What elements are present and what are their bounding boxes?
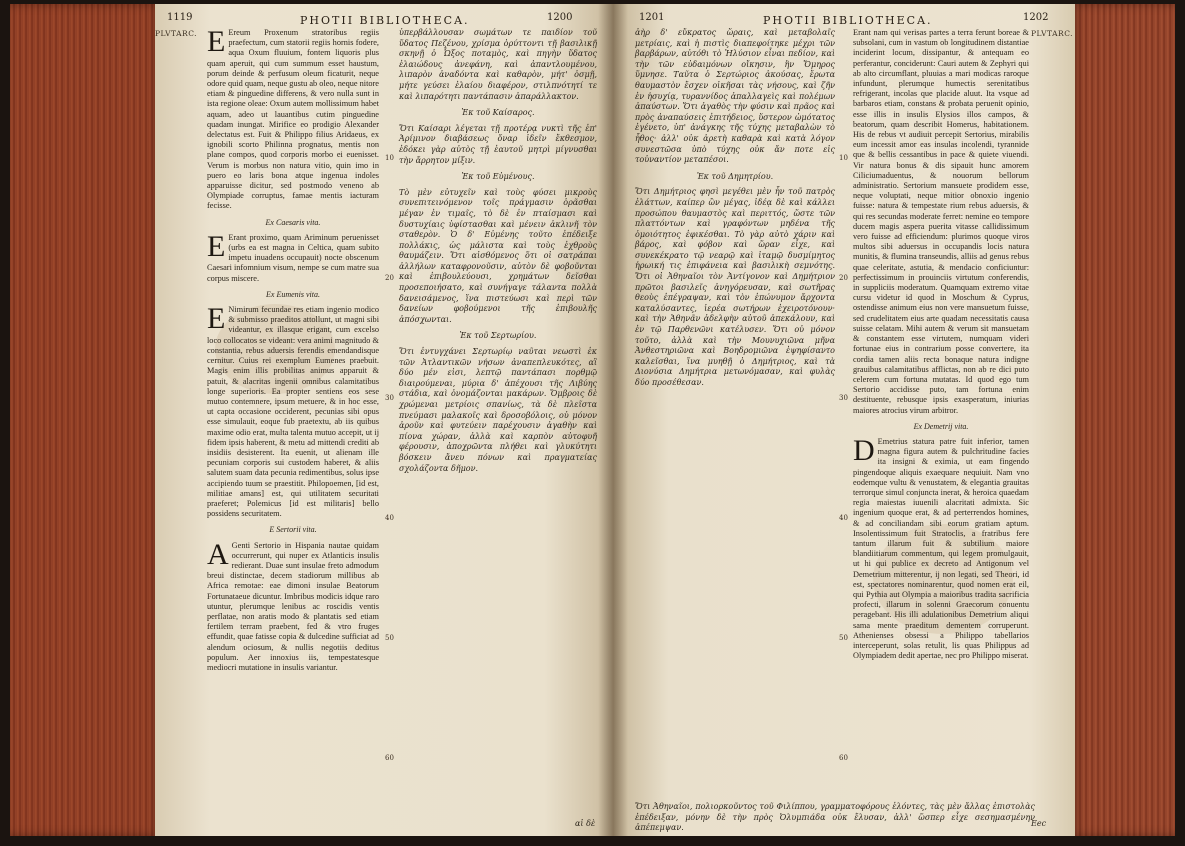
latin-sertorius-cont-paragraph: Erant nam qui verisas partes a terra ferunt boreae & subsolani, cum in vastum ob longitudinem distantiae inciderint locum, dissipantur, & antequam eo perferantur, conciderunt: Cauri autem & Zephyri qui ab alto circumflant, pluuias a mari modicas raroque infundunt, plerumque humectis serenitatibus refrigerant, incolas que placide aluut. Ita vsque ad barbaros etiam, constans & probata peruenit opinio, esse illis in insulis Elysios illos campos, & beatorum, quam describit Homerus, habitationem. His de rebus vt audiuit percepit Sertorius, mirabilis eum incessit amor eas insulas incolendi, tyrannide que & bellis cessantibus in pace & quiete viuendi. Vir natura bonus & dis sipauit hunc amorem Ciliciumaduentus, & nouorum bellorum administratio. Sertorium mansuete prodidem esse, neque voluptati, neque mitior obnoxio ingenio fuisse: natura & tempestate rium rebus aduersis, & qui res secundas moderate ferret: nemine eo tempore ducem magis aspera puerita vitasse callidissimum vero fuisse ad efficiendum: plurimos quoque viros multos sibi aduersus in occupandis locis natura munitis, & flumina transeundis, alliis ad genus rebus quae celeritate, astutia, & mendacio conficiuntur: perfectissimum in prouinciis virtutum conferendis, in suppliciis moderatum. Quamquam extremo vitae cursu videtur id quod in Moschum & Cyprus, ostendisse animum eius non vere mansuetum fuisse, sed crudelitatem eius arte quadam necessitatis causa suisse celatam. Mihi autem & verum sit mansuetam & constantem esse virtutem, numquam videri fortunae eius in contrarium posse convertere, ita cordia tamen aliis recta bonaque natura indigne grauibus calamitatibus afflictas, non ab re dici puto celerem cum fortuna mutatas. Id quod ego tum Sertorio accidisse puto, tam fortuna enim destituente, rebusque ipsis exasperatum, iniurias maiores atrocius virum arbitror. (853, 28, 1029, 415)
left-margin-label: PLVTARC. (155, 29, 198, 38)
line-number: 20 (839, 274, 848, 282)
right-fore-edge (1070, 4, 1175, 836)
line-number: 60 (385, 754, 394, 762)
greek-eumenes-paragraph: Τὸ μὲν εὐτυχεῖν καὶ τοὺς φύσει μικροὺς συνεπιτεινόμενον τοῖς πράγμασιν ὁρᾶσθαι μέγαν ἐν τιμαῖς, τὸ δὲ ἐν πταίσμασι καὶ δυστυχίαις ὑφίστασθαι καὶ μένειν ἀκλινῆ τὸν σταθερὸν. Ὁ δ' Εὐμένης τοῦτο ἐπέδειξε πολλάκις, ὡς μάλιστα καὶ τοὺς ἐχθροὺς θαυμάζειν. Ὅτι αἰσθόμενος ὅτι οἱ σατράπαι ἀλλήλων καταφρονοῦσιν, αὐτὸν δὲ φοβοῦνται καὶ ἐπιβουλεύουσι, χρημάτων δεῖσθαι προσεποιήσατο, καὶ συνήγαγε τάλαντα πολλὰ δανεισάμενος, ἵνα πιστεύωσι καὶ περὶ τῶν δανείων φοβούμενοι τῆς ἐπιβουλῆς ἀπόσχωνται. (399, 187, 597, 324)
right-greek-column (635, 28, 835, 800)
right-margin-label: PLVTARC. (1031, 29, 1074, 38)
drop-cap: E (207, 229, 226, 263)
line-number: 50 (839, 634, 848, 642)
drop-cap: E (207, 25, 226, 58)
drop-cap: D (853, 433, 875, 467)
section-heading: Ἐκ τοῦ Σερτωρίου. (459, 331, 537, 341)
book-gutter (598, 4, 628, 836)
right-bottom-greek-line: Ὅτι Ἀθηναῖοι, πολιορκοῦντος τοῦ Φιλίππου, γραμματοφόρους ἑλόντες, τὰς μὲν ἄλλας ἐπιστολὰς ἐπέδειξαν, μόνην δὲ τὴν πρὸς Ὀλυμπιάδα οὐκ ἔλυσαν, ἀλλ' ὥσπερ εἶχε σεσημασμένην ἀπέπεμψαν. (635, 802, 1035, 833)
right-latin-column (853, 28, 1029, 800)
latin-caesar-paragraph: E Erant proximo, quam Ariminum peruenisset (urbs ea est magna in Celtica, quam subito impetu inuadens occupauit) nocte obscenum Caesari infomnium visum, nempe se cum matre sua corpus miscere. (207, 229, 379, 283)
greek-sertorius-cont-paragraph: ἀὴρ δ' εὔκρατος ὥραις, καὶ μεταβολαῖς μετρίαις, καὶ ἡ πιστὶς διαπεφοίτηκε μέχρι τῶν βαρβάρων, αὐτόθι τὸ Ἠλύσιον εἶναι πεδίον, καὶ τὴν τῶν εὐδαιμόνων οἴκησιν, ἣν Ὅμηρος ὕμνησε. Ταῦτα ὁ Σερτώριος ἀκούσας, ἔρωτα θαυμαστὸν ἔσχεν οἰκῆσαι τὰς νήσους, καὶ ζῆν ἐν ἡσυχίᾳ, τυραννίδος ἀπαλλαγεὶς καὶ πολέμων ἀπαύστων. Ὅτι ἀγαθὸς τὴν φύσιν καὶ πρᾶος καὶ πρὸς ἀναπαύσεις ἐπιτήδειος, ὕστερον ὠμότατος ἐγένετο, ὑπ' ἀνάγκης τῆς τύχης μεταβαλὼν τὸ ἦθος· ἀλλ' οὐκ ἀρετὴ καθαρὰ καὶ κατὰ λόγον συνεστῶσα ὑπὸ τύχης οὐκ ἄν ποτε εἰς τοὐναντίον μεταπέσοι. (635, 28, 835, 165)
latin-demetrius-paragraph: D Emetrius statura patre fuit inferior, tamen magna figura autem & pulchritudine facies ita insigni & eximia, ut eam fingendo pingendoque aliquis exaequare nequiuit. Nam vno eodemque vultu & venustatem, & elegantia grauitas terrorque simul conjuncta inerat, & heroica quaedam regia maiestas iuuenili alacritati admixta. Sic ingenium quoque erat, & ad perterrendos homines, & ad conciliandam sibi eorum gratiam aptum. Insolentissimum fuit Stratoclis, a fratribus fere tantum illarum fuit & subtilium maiore blandiitiarum commentum, qui legem promulgauit, ut hi qui publice ex decreto ad Antigonum vel Demetrium mitterentur, ij non legati, sed Theori, id est, spectatores nominarentur, quod nomen erat eil, qui Pythia aut Olympia a maioribus tradita sacrificia profecti, illarum in solenni Graecorum conuentu peragebant. His illi adulationibus Demetrium aliqui sama mente praeditum dementem corruperunt. Athenienses obsessi a Philippo tabellarios interceperunt, solas retulit, lis quas Philippus ad Olympiadem dedit apertae, nec pro Philippo miserat. (853, 433, 1029, 661)
section-heading: E Sertorii vita. (269, 525, 317, 535)
left-folio-outer: 1119 (167, 12, 193, 23)
left-page (155, 4, 613, 836)
drop-cap: A (207, 537, 229, 571)
left-greek-column (399, 28, 597, 818)
left-folio-inner: 1200 (547, 12, 573, 23)
line-number: 10 (385, 154, 394, 162)
left-fore-edge (10, 4, 162, 836)
left-latin-column (207, 25, 379, 818)
greek-demetrius-paragraph: Ὅτι Δημήτριος φησὶ μεγέθει μὲν ἦν τοῦ πατρὸς ἐλάττων, καίπερ ὢν μέγας, ἰδέᾳ δὲ καὶ κάλλει προσώπου θαυμαστὸς καὶ περιττός, ὥστε τῶν πλαττόντων καὶ γραφόντων μηδένα τῆς ὁμοιότητος ἐφικέσθαι. Τὸ γὰρ αὐτὸ χάριν καὶ βάρος, καὶ φόβον καὶ ὥραν εἶχε, καὶ συνεκέκρατο τῷ νεαρῷ καὶ ἰταμῷ δυσμίμητος ἡρωική τις ἐπιφάνεια καὶ βασιλικὴ σεμνότης. Ὅτι οἱ Ἀθηναῖοι τὸν Ἀντίγονον καὶ Δημήτριον πρῶτοι βασιλεῖς ἀνηγόρευσαν, καὶ σωτῆρας θεοὺς ἐπέγραψαν, καὶ τὸν ἐπώνυμον ἄρχοντα καταλύσαντες, ἱερέα σωτήρων ἐχειροτόνουν· καὶ τὴν Ἀθηνᾶν ἀδελφὴν αὐτοῦ ἀπεκάλουν, καὶ ἐν τῷ Παρθενῶνι κατέλυσεν. Ὅτι οὐ μόνον τοῦτο, ἀλλὰ καὶ τὴν Μουνυχιῶνα μῆνα Ἀνθεστηριῶνα καὶ Βοηδρομιῶνα ἐψηφίσαντο καλεῖσθαι, ἵνα μυηθῇ ὁ Δημήτριος, καὶ τὰ Διονύσια Δημήτρια μετωνόμασαν, καὶ φυλὰς δύο προσέθεσαν. (635, 187, 835, 387)
left-running-head: PHOTII BIBLIOTHECA. (300, 14, 470, 27)
latin-eumenes-paragraph: E Nimirum fecundae res etiam ingenio modico & submisso praeditos attollunt, ut magni sibi videantur, ex illasque erigant, cum excelso loco collocatos se videant: vera animi magnitudo & constantia, rebus aduersis ferendis emendandisque cernitur. Cuius rei exemplum Eumenes praebuit. Magis enim illis probilitas animus apparuit & patuit, & alacritas ingenii omnibus calamitatibus longe superioris. Ea propter sentiens eos sese mutuo contemnere, ipsum metuere, & in hoc esse, ut capta occasione occiderent, pecunias sibi opus esse simulauit, eoque fub praetextu, ab iis quibus maxime odio erat, multa talenta mutuo accepit, ut ij fidem ipsis haberent, & metu ad mittendi crediti ab insidiis desisterent. Ita euenit, ut alienam ille pecuniam corporis sui custodem haberet, & aliis salutem suam data pecunia redimentibus, solus ipse accipiendo tuum se praestitit. Philopoemen, [id est, militiae amans] est, qui utilitatem securitati praeferet; Polemicus [id est militaris] bello possidens securitatem. (207, 302, 379, 519)
right-running-head: PHOTII BIBLIOTHECA. (763, 14, 933, 27)
line-number: 40 (385, 514, 394, 522)
drop-cap: E (207, 302, 226, 336)
line-number: 30 (839, 394, 848, 402)
latin-sertorius-paragraph: A Genti Sertorio in Hispania nautae quidam occurrerunt, qui nuper ex Atlanticis insulis redierant. Duae sunt insulae freto admodum breui distinctae, decem stadiorum millibus ab Africa remotae: eae dimoni insulae Beatorum Fortunataeue dicuntur. Imbribus modicis idque raro utuntur, plerumque lenibus ac roscidis ventis perflatae, non aratis modo & plantatis sed etiam fertilem terram praebent, fed & vtro fruges effundit, quae fatisse copia & dulcedine sufficiat ad alendum ociosum, & nullis negotiis deditus populum. Aer innoxius iis, tempestatesque mediocri mutatione in insulis variantur. (207, 537, 379, 672)
catchword: αἱ δὲ (575, 819, 596, 828)
greek-caesar-paragraph: Ὅτι Καίσαρι λέγεται τῇ προτέρᾳ νυκτὶ τῆς ἐπ' Ἀρίμινον διαβάσεως ὄναρ ἰδεῖν ἔκθεσμον, ἐδόκει γὰρ αὐτὸς τῇ ἑαυτοῦ μητρὶ μίγνυσθαι τὴν ἄρρητον μίξιν. (399, 123, 597, 165)
right-page (613, 4, 1075, 836)
section-heading: Ἐκ τοῦ Καίσαρος. (461, 108, 535, 118)
greek-intro-paragraph: ὑπερβάλλουσαν σωμάτων τε παιδίον τοῦ ὕδατος Πεζένου, χρίσμα ὀρύττοντι τῇ βασιλικῇ σκηνῇ ὁ Ὦξος ποταμὸς, καὶ πηγὴν ὕδατος ἐλαιώδους ἀνεφάνη, καὶ ἀπαντλουμένου, λιπαρὸν ἀναδόντα καὶ καθαρὸν, μήτ' ὀσμῇ, μήτε γεύσει ἐλαίου διαφέρον, στιλπνότητί τε καὶ λιπαρότητι παντάπασιν ἀπαράλλακτον. (399, 28, 597, 101)
catchword: Eec (1031, 819, 1047, 828)
section-heading: Ἐκ τοῦ Εὐμένους. (461, 172, 535, 182)
line-number: 60 (839, 754, 848, 762)
line-number: 40 (839, 514, 848, 522)
line-number: 50 (385, 634, 394, 642)
section-heading: Ἐκ τοῦ Δημητρίου. (696, 171, 774, 181)
section-heading: Ex Eumenis vita. (266, 289, 320, 299)
right-folio-outer: 1202 (1023, 12, 1049, 23)
greek-sertorius-paragraph: Ὅτι ἐντυγχάνει Σερτωρίῳ ναῦται νεωστὶ ἐκ τῶν Ἀτλαντικῶν νήσων ἀναπεπλευκότες, αἳ δύο μέν εἰσι, λεπτῷ παντάπασι πορθμῷ διαιρούμεναι, μύρια δ' ἀπέχουσι τῆς Λιβύης στάδια, καὶ ὀνομάζονται μακάρων. Ὄμβροις δὲ χρώμεναι μετρίοις σπανίως, τὰ δὲ πλεῖστα πνεύμασι μαλακοῖς καὶ δροσοβόλοις, οὐ μόνον ἀροῦν καὶ φυτεύειν παρέχουσιν ἀγαθὴν καὶ πίονα χώραν, ἀλλὰ καὶ καρπὸν αὐτοφυῆ φέρουσιν, ἀποχρῶντα πλήθει καὶ γλυκύτητι βόσκειν ἄνευ πόνων καὶ πραγματείας σχολάζοντα δῆμον. (399, 347, 597, 473)
line-number: 10 (839, 154, 848, 162)
line-number: 30 (385, 394, 394, 402)
line-number: 20 (385, 274, 394, 282)
right-folio-inner: 1201 (639, 12, 665, 23)
section-heading: Ex Demetrij vita. (913, 421, 969, 431)
section-heading: Ex Caesaris vita. (265, 217, 321, 227)
latin-intro-paragraph: E Ereum Proxenum stratoribus regiis praefectum, cum statorii regiis hornis fodere, aqua Oxum fluuium, fontem liquoris plus quam aperuit, qui cum summum esset haustum, porum deinde & perfusum oleum ficaturit, neque odore quid quam, neque gustu ab oleo, neque nitore etiam & pinguedine differens, & vero nulla sunt in ista regione oleae: Oxum autem mollissimum habet aquam, adeo ut lauantibus cutim pinguedine quadam inungat. Mirifice eo prodigio Alexander delectatus est. Fuit & Philippo filius Aridaeus, ex ignobili scorto Philinna prognatus, mentis non plane compos, quod corporis morbo ei euenisset. Verum is morbus non natura vitio, quin imo in puero eo laris bona atque ingenua indoles apparuisse dicitur, sed postmodo veneno ab Olympiade corruptus, famae mentis iacturam fecisse. (207, 25, 379, 211)
